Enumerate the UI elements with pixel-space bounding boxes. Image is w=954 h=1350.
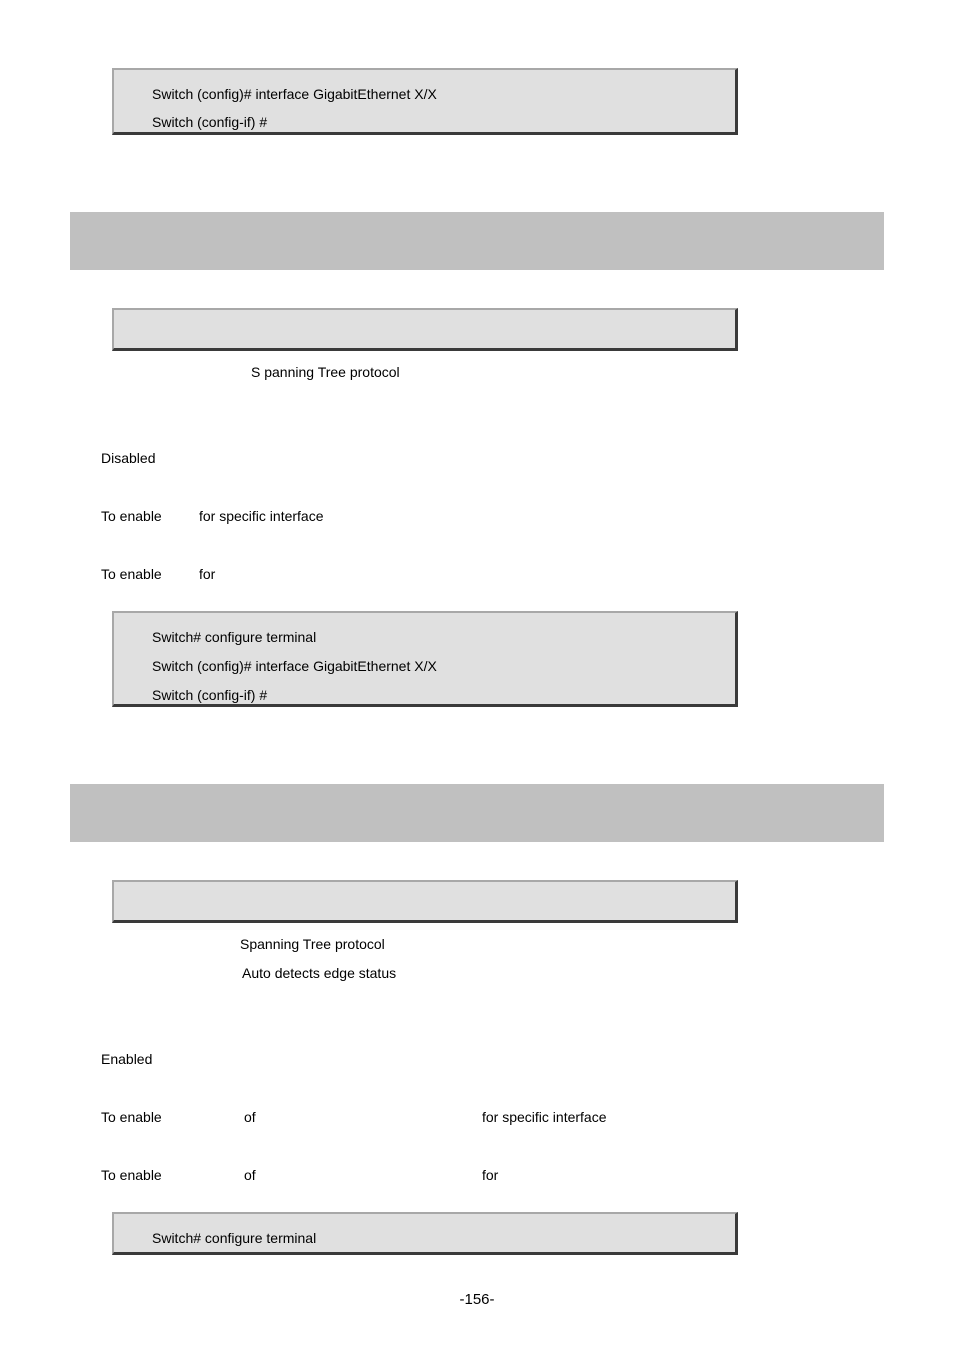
code-line: Switch# configure terminal [152,1230,317,1246]
parameter-description: Spanning Tree protocol [240,936,385,952]
example-prefix: To enable [101,566,162,582]
code-line: Switch (config)# interface GigabitEthernet X/X [152,86,437,102]
example-text: for [199,566,216,582]
example-text: for specific interface [482,1109,607,1125]
code-line: Switch# configure terminal [152,629,317,645]
example-prefix: To enable [101,508,162,524]
example-prefix: To enable [101,1109,162,1125]
code-block-example [112,611,738,707]
default-value: Disabled [101,450,156,466]
parameter-description: S panning Tree protocol [251,364,400,380]
page-number: -156- [459,1291,495,1308]
section-heading-band [70,784,884,842]
default-value: Enabled [101,1051,153,1067]
code-block-example [112,1212,738,1255]
code-line: Switch (config)# interface GigabitEthernet X/X [152,658,437,674]
example-text: of [244,1109,256,1125]
code-line: Switch (config-if) # [152,114,268,130]
syntax-box [112,880,738,923]
example-text: for specific interface [199,508,324,524]
code-line: Switch (config-if) # [152,687,268,703]
parameter-description: Auto detects edge status [242,965,397,981]
syntax-box [112,308,738,351]
section-heading-band [70,212,884,270]
example-prefix: To enable [101,1167,162,1183]
example-text: for [482,1167,499,1183]
code-block-top [112,68,738,135]
example-text: of [244,1167,256,1183]
